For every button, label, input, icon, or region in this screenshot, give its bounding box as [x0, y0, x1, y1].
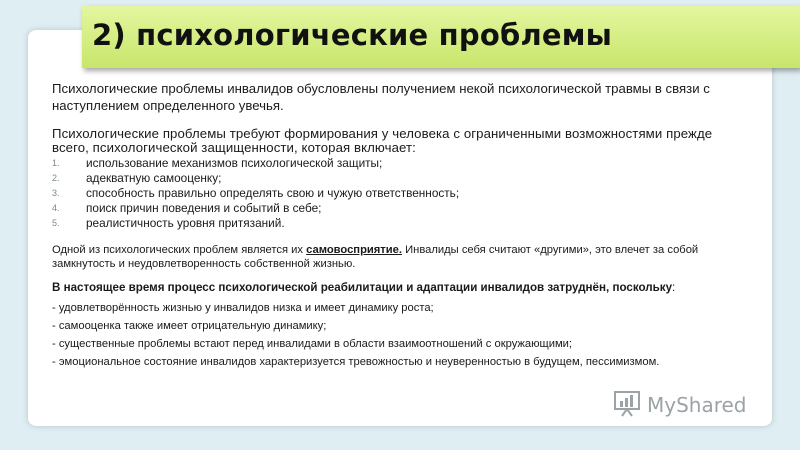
- list-number: 1.: [52, 158, 60, 168]
- highlighted-term: самовосприятие.: [306, 244, 402, 256]
- intro-paragraph: Психологические проблемы инвалидов обусловлены получением некой психологической травмы в связи с наступлением определенного увечья.: [52, 81, 710, 113]
- heading-text: В настоящее время процесс психологической реабилитации и адаптации инвалидов затруднён, поскольку: [52, 281, 673, 294]
- list-item: [52, 156, 752, 171]
- protection-paragraph: Психологические проблемы требуют формирования у человека с ограниченными возможностями прежде всего, психологической защищенности, которая включает:: [52, 126, 713, 155]
- list-item: [52, 216, 752, 231]
- title-banner: [82, 6, 800, 68]
- list-item: [52, 171, 752, 186]
- paragraph-text: Инвалиды себя считают «другими», это влечет за собой замкнутость и неудовлетворенность собственной жизнью.: [52, 244, 699, 270]
- list-item-text: поиск причин поведения и событий в себе;: [86, 201, 322, 215]
- list-item-text: адекватную самооценку;: [86, 171, 222, 185]
- list-number: 5.: [52, 218, 60, 228]
- watermark-logo: [612, 390, 747, 420]
- slide-content: [52, 80, 752, 373]
- list-number: 2.: [52, 173, 60, 183]
- list-item: [52, 186, 752, 201]
- paragraph-text: Одной из психологических проблем является их: [52, 244, 307, 256]
- list-item: - существенные проблемы встают перед инвалидами в области взаимоотношений с окружающими;: [52, 338, 573, 350]
- list-item: - самооценка также имеет отрицательную динамику;: [52, 320, 327, 332]
- heading-colon: :: [672, 281, 676, 294]
- list-item-text: способность правильно определять свою и чужую ответственность;: [86, 186, 460, 200]
- list-item-text: реалистичность уровня притязаний.: [86, 216, 285, 230]
- reasons-list: [52, 301, 752, 369]
- presentation-chart-icon: [612, 388, 642, 423]
- list-item-text: использование механизмов психологической защиты;: [86, 156, 383, 170]
- watermark-text: MyShared: [647, 393, 747, 417]
- slide-title: 2) психологические проблемы: [92, 18, 613, 52]
- self-perception-paragraph: [52, 243, 752, 271]
- rehabilitation-heading: [52, 281, 752, 295]
- list-item: - эмоциональное состояние инвалидов характеризуется тревожностью и неуверенностью в будущем, пессимизмом.: [52, 356, 660, 368]
- list-item: [52, 201, 752, 216]
- list-item: - удовлетворённость жизнью у инвалидов низка и имеет динамику роста;: [52, 302, 434, 314]
- list-number: 4.: [52, 203, 60, 213]
- list-number: 3.: [52, 188, 60, 198]
- protection-list: [52, 156, 752, 231]
